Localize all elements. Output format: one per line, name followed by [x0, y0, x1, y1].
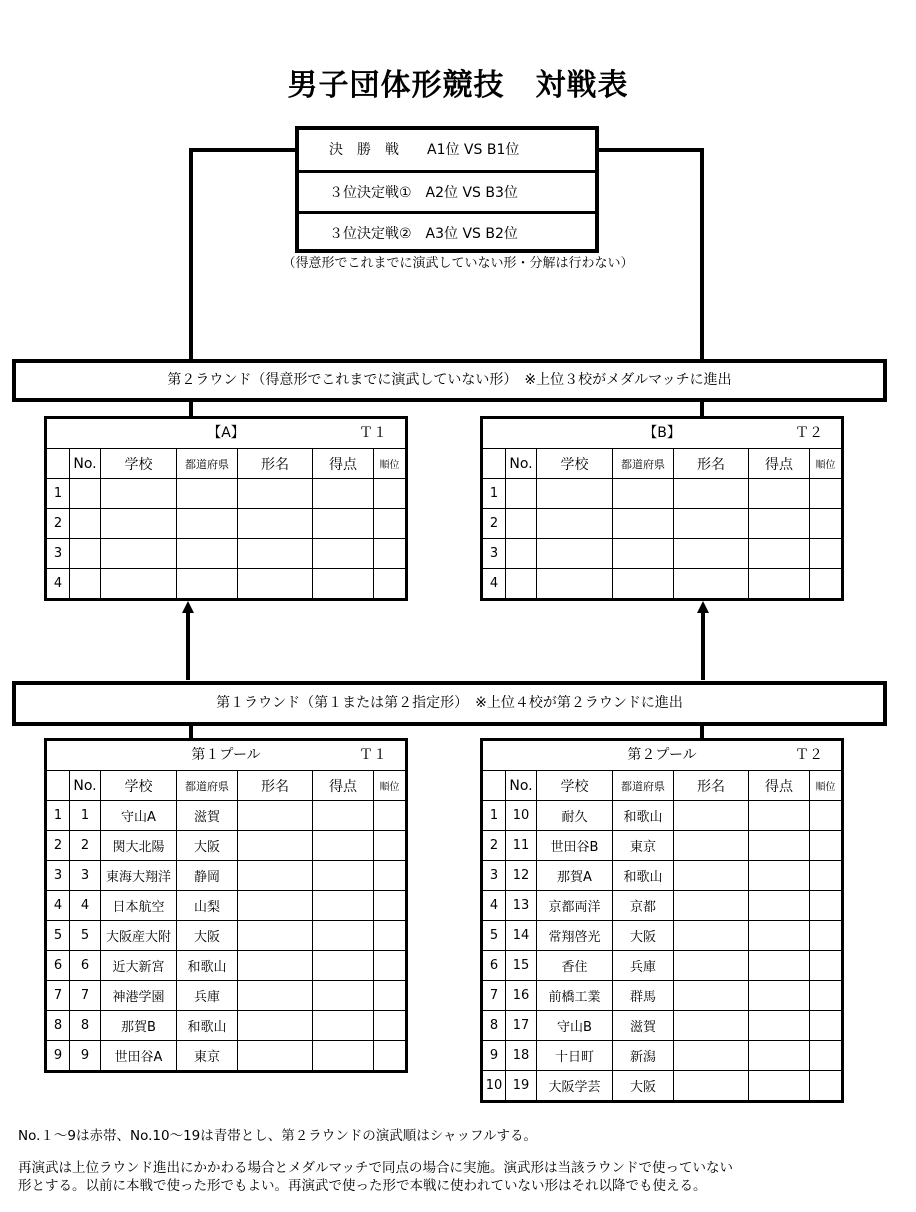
- row-index: 1: [46, 801, 70, 831]
- cell-school: [101, 509, 177, 539]
- cell-no: [506, 479, 537, 509]
- cell-school: 常翔啓光: [537, 921, 613, 951]
- pool-header: [482, 740, 843, 771]
- table-row: [482, 891, 843, 921]
- table-row: [482, 539, 843, 569]
- table-row: [46, 981, 407, 1011]
- cell-rank: [810, 831, 843, 861]
- cell-score: [313, 981, 374, 1011]
- cell-no: 14: [506, 921, 537, 951]
- cell-rank: [810, 479, 843, 509]
- header-rank: 順位: [810, 771, 843, 801]
- cell-no: 16: [506, 981, 537, 1011]
- connector-r2-left: [189, 402, 193, 416]
- cell-school: [537, 509, 613, 539]
- cell-pref: [613, 479, 674, 509]
- cell-school: 東海大翔洋: [101, 861, 177, 891]
- cell-score: [749, 539, 810, 569]
- cell-no: [70, 539, 101, 569]
- cell-pref: [177, 509, 238, 539]
- cell-kata: [238, 951, 313, 981]
- table-row: [46, 479, 407, 509]
- cell-score: [313, 921, 374, 951]
- cell-school: 前橋工業: [537, 981, 613, 1011]
- cell-score: [313, 831, 374, 861]
- table-row: [46, 921, 407, 951]
- row-index: 7: [482, 981, 506, 1011]
- cell-rank: [810, 509, 843, 539]
- cell-no: 19: [506, 1071, 537, 1102]
- cell-kata: [238, 831, 313, 861]
- cell-school: 大阪産大附: [101, 921, 177, 951]
- cell-kata: [674, 981, 749, 1011]
- cell-school: 世田谷A: [101, 1041, 177, 1072]
- cell-school: [537, 539, 613, 569]
- cell-no: 12: [506, 861, 537, 891]
- third-place-match-2: ３位決定戦② A3位 VS B2位: [299, 211, 595, 251]
- cell-no: 6: [70, 951, 101, 981]
- cell-pref: 静岡: [177, 861, 238, 891]
- cell-pref: 大阪: [177, 921, 238, 951]
- cell-score: [313, 861, 374, 891]
- header-no: No.: [506, 771, 537, 801]
- cell-no: 15: [506, 951, 537, 981]
- final-match: 決 勝 戦 A1位 VS B1位: [329, 142, 520, 158]
- header-pref: 都道府県: [177, 449, 238, 479]
- cell-kata: [674, 1071, 749, 1102]
- arrow-up-icon: [697, 601, 709, 613]
- cell-kata: [238, 891, 313, 921]
- cell-no: 7: [70, 981, 101, 1011]
- row-index: 3: [46, 861, 70, 891]
- cell-score: [749, 861, 810, 891]
- row-index: 1: [482, 801, 506, 831]
- header-no: No.: [506, 449, 537, 479]
- cell-kata: [238, 1011, 313, 1041]
- cell-pref: 東京: [177, 1041, 238, 1072]
- pool-name: 第１プール: [191, 747, 261, 763]
- cell-kata: [238, 509, 313, 539]
- cell-school: 世田谷B: [537, 831, 613, 861]
- note-rematch-1: 再演武は上位ラウンド進出にかかわる場合とメダルマッチで同点の場合に実施。演武形は当該ラウンドで使っていない: [18, 1160, 733, 1176]
- table-row: [482, 801, 843, 831]
- cell-pref: 群馬: [613, 981, 674, 1011]
- cell-no: 1: [70, 801, 101, 831]
- cell-pref: 山梨: [177, 891, 238, 921]
- row-index: 6: [482, 951, 506, 981]
- cell-kata: [238, 1041, 313, 1072]
- cell-kata: [238, 801, 313, 831]
- cell-score: [749, 801, 810, 831]
- cell-score: [749, 831, 810, 861]
- table-header-row: [482, 449, 843, 479]
- page-title: 男子団体形競技 対戦表: [287, 68, 629, 103]
- cell-rank: [810, 981, 843, 1011]
- cell-school: 十日町: [537, 1041, 613, 1071]
- cell-score: [313, 891, 374, 921]
- cell-school: 香住: [537, 951, 613, 981]
- cell-pref: [613, 569, 674, 600]
- cell-kata: [674, 891, 749, 921]
- pool-code: Ｔ１: [359, 425, 388, 441]
- cell-no: [506, 569, 537, 600]
- cell-pref: 兵庫: [613, 951, 674, 981]
- header-blank: [482, 771, 506, 801]
- cell-no: 8: [70, 1011, 101, 1041]
- cell-rank: [374, 921, 407, 951]
- header-pref: 都道府県: [177, 771, 238, 801]
- table-header-row: [46, 771, 407, 801]
- row-index: 1: [46, 479, 70, 509]
- cell-no: 17: [506, 1011, 537, 1041]
- cell-no: [70, 569, 101, 600]
- header-pref: 都道府県: [613, 449, 674, 479]
- connector-r2-right: [700, 402, 704, 416]
- pool-name: 【A】: [207, 425, 245, 441]
- header-kata: 形名: [674, 449, 749, 479]
- cell-pref: 和歌山: [177, 1011, 238, 1041]
- cell-score: [749, 1041, 810, 1071]
- cell-kata: [674, 951, 749, 981]
- row-index: 3: [482, 539, 506, 569]
- cell-school: 耐久: [537, 801, 613, 831]
- cell-no: 11: [506, 831, 537, 861]
- cell-rank: [374, 891, 407, 921]
- cell-no: [506, 539, 537, 569]
- cell-rank: [374, 951, 407, 981]
- cell-no: 13: [506, 891, 537, 921]
- row-index: 6: [46, 951, 70, 981]
- cell-pref: 兵庫: [177, 981, 238, 1011]
- table-row: [482, 479, 843, 509]
- header-rank: 順位: [374, 771, 407, 801]
- table-row: [482, 861, 843, 891]
- pool-code: Ｔ１: [359, 747, 388, 763]
- cell-pref: [613, 539, 674, 569]
- cell-no: [70, 479, 101, 509]
- table-row: [46, 569, 407, 600]
- cell-kata: [674, 801, 749, 831]
- cell-no: [70, 509, 101, 539]
- cell-rank: [374, 479, 407, 509]
- cell-kata: [674, 861, 749, 891]
- cell-school: [537, 569, 613, 600]
- header-school: 学校: [101, 449, 177, 479]
- cell-pref: 滋賀: [177, 801, 238, 831]
- cell-score: [749, 1011, 810, 1041]
- row-index: 4: [482, 569, 506, 600]
- cell-pref: 大阪: [613, 1071, 674, 1102]
- cell-rank: [374, 831, 407, 861]
- row-index: 4: [46, 891, 70, 921]
- cell-pref: [177, 479, 238, 509]
- row-index: 4: [482, 891, 506, 921]
- cell-rank: [810, 801, 843, 831]
- cell-rank: [374, 569, 407, 600]
- pool-name: 第２プール: [627, 747, 697, 763]
- arrow-left-shaft: [186, 612, 190, 680]
- table-row: [46, 509, 407, 539]
- cell-school: [101, 539, 177, 569]
- header-school: 学校: [537, 449, 613, 479]
- third-place-match-1: ３位決定戦① A2位 VS B3位: [299, 170, 595, 210]
- header-no: No.: [70, 771, 101, 801]
- finals-note: （得意形でこれまでに演武していない形・分解は行わない）: [282, 256, 634, 271]
- cell-kata: [674, 921, 749, 951]
- row-index: 7: [46, 981, 70, 1011]
- cell-score: [749, 1071, 810, 1102]
- cell-score: [313, 951, 374, 981]
- cell-score: [749, 569, 810, 600]
- cell-school: 那賀B: [101, 1011, 177, 1041]
- table-row: [46, 539, 407, 569]
- cell-score: [749, 981, 810, 1011]
- header-pref: 都道府県: [613, 771, 674, 801]
- cell-kata: [238, 981, 313, 1011]
- table-row: [482, 509, 843, 539]
- table-row: [482, 1071, 843, 1102]
- cell-no: 9: [70, 1041, 101, 1072]
- header-blank: [46, 771, 70, 801]
- row-index: 9: [482, 1041, 506, 1071]
- header-score: 得点: [749, 449, 810, 479]
- table-row: [46, 1011, 407, 1041]
- cell-kata: [238, 479, 313, 509]
- row-index: 2: [46, 831, 70, 861]
- row-index: 2: [482, 831, 506, 861]
- cell-pref: 和歌山: [613, 801, 674, 831]
- connector-r1-left: [189, 726, 193, 738]
- table-header-row: [482, 771, 843, 801]
- header-kata: 形名: [238, 449, 313, 479]
- cell-score: [313, 539, 374, 569]
- cell-pref: 大阪: [177, 831, 238, 861]
- round2-pool-b-table: [480, 416, 844, 601]
- header-score: 得点: [313, 771, 374, 801]
- connector-right-top-h: [597, 148, 704, 152]
- cell-pref: 和歌山: [613, 861, 674, 891]
- cell-school: 那賀A: [537, 861, 613, 891]
- header-school: 学校: [101, 771, 177, 801]
- cell-school: 日本航空: [101, 891, 177, 921]
- cell-rank: [810, 569, 843, 600]
- table-row: [482, 951, 843, 981]
- cell-rank: [374, 539, 407, 569]
- table-row: [46, 1041, 407, 1072]
- table-row: [482, 1041, 843, 1071]
- cell-score: [749, 951, 810, 981]
- header-blank: [46, 449, 70, 479]
- round1-header: [12, 681, 887, 726]
- cell-kata: [674, 831, 749, 861]
- header-school: 学校: [537, 771, 613, 801]
- cell-rank: [810, 1041, 843, 1071]
- cell-pref: 和歌山: [177, 951, 238, 981]
- cell-no: 3: [70, 861, 101, 891]
- connector-left-top-h: [189, 148, 297, 152]
- table-row: [46, 831, 407, 861]
- row-index: 4: [46, 569, 70, 600]
- cell-score: [313, 801, 374, 831]
- cell-rank: [374, 1011, 407, 1041]
- round1-pool-2-table: [480, 738, 844, 1103]
- pool-header: [46, 740, 407, 771]
- arrow-up-icon: [182, 601, 194, 613]
- cell-no: [506, 509, 537, 539]
- row-index: 5: [46, 921, 70, 951]
- cell-kata: [238, 539, 313, 569]
- cell-no: 5: [70, 921, 101, 951]
- table-row: [482, 981, 843, 1011]
- cell-score: [313, 509, 374, 539]
- cell-kata: [674, 539, 749, 569]
- cell-school: 関大北陽: [101, 831, 177, 861]
- cell-pref: 滋賀: [613, 1011, 674, 1041]
- table-row: [46, 891, 407, 921]
- pool-header: [482, 418, 843, 449]
- row-index: 9: [46, 1041, 70, 1072]
- header-score: 得点: [313, 449, 374, 479]
- cell-rank: [810, 1071, 843, 1102]
- cell-kata: [674, 569, 749, 600]
- cell-score: [749, 479, 810, 509]
- cell-pref: 新潟: [613, 1041, 674, 1071]
- round1-pool-1-table: [44, 738, 408, 1073]
- cell-rank: [374, 1041, 407, 1072]
- row-index: 5: [482, 921, 506, 951]
- cell-rank: [810, 951, 843, 981]
- cell-rank: [810, 539, 843, 569]
- table-row: [482, 569, 843, 600]
- cell-school: 守山B: [537, 1011, 613, 1041]
- pool-name: 【B】: [643, 425, 681, 441]
- round2-pool-a-table: [44, 416, 408, 601]
- cell-rank: [374, 509, 407, 539]
- table-row: [46, 801, 407, 831]
- cell-school: 近大新宮: [101, 951, 177, 981]
- note-rematch-2: 形とする。以前に本戦で使った形でもよい。再演武で使った形で本戦に使われていない形はそれ以降でも使える。: [18, 1178, 707, 1194]
- round2-label: 第２ラウンド（得意形でこれまでに演武していない形） ※上位３校がメダルマッチに進出: [167, 372, 732, 388]
- cell-kata: [238, 921, 313, 951]
- table-row: [482, 831, 843, 861]
- cell-no: 4: [70, 891, 101, 921]
- cell-school: 京都両洋: [537, 891, 613, 921]
- cell-kata: [238, 569, 313, 600]
- cell-pref: [177, 569, 238, 600]
- cell-score: [749, 891, 810, 921]
- finals-box: [295, 126, 599, 253]
- row-index: 8: [482, 1011, 506, 1041]
- cell-score: [313, 1011, 374, 1041]
- header-kata: 形名: [674, 771, 749, 801]
- cell-school: [537, 479, 613, 509]
- cell-score: [313, 569, 374, 600]
- cell-no: 18: [506, 1041, 537, 1071]
- cell-rank: [374, 801, 407, 831]
- cell-score: [749, 921, 810, 951]
- cell-no: 10: [506, 801, 537, 831]
- cell-school: 守山A: [101, 801, 177, 831]
- header-kata: 形名: [238, 771, 313, 801]
- pool-header: [46, 418, 407, 449]
- header-rank: 順位: [374, 449, 407, 479]
- cell-kata: [674, 1011, 749, 1041]
- cell-rank: [810, 1011, 843, 1041]
- connector-r1-right: [700, 726, 704, 738]
- header-no: No.: [70, 449, 101, 479]
- row-index: 8: [46, 1011, 70, 1041]
- cell-rank: [810, 891, 843, 921]
- header-rank: 順位: [810, 449, 843, 479]
- table-row: [46, 861, 407, 891]
- cell-school: 大阪学芸: [537, 1071, 613, 1102]
- round2-header: [12, 359, 887, 402]
- cell-kata: [674, 509, 749, 539]
- row-index: 3: [482, 861, 506, 891]
- row-index: 10: [482, 1071, 506, 1102]
- cell-school: 神港学園: [101, 981, 177, 1011]
- cell-pref: 大阪: [613, 921, 674, 951]
- row-index: 3: [46, 539, 70, 569]
- pool-code: Ｔ２: [795, 425, 824, 441]
- cell-school: [101, 569, 177, 600]
- cell-pref: 東京: [613, 831, 674, 861]
- table-row: [46, 951, 407, 981]
- cell-kata: [674, 1041, 749, 1071]
- round1-label: 第１ラウンド（第１または第２指定形） ※上位４校が第２ラウンドに進出: [216, 695, 683, 711]
- cell-school: [101, 479, 177, 509]
- row-index: 2: [482, 509, 506, 539]
- pool-code: Ｔ２: [795, 747, 824, 763]
- cell-rank: [810, 921, 843, 951]
- cell-score: [313, 479, 374, 509]
- cell-kata: [238, 861, 313, 891]
- note-belt-colors: No.１～9は赤帯、No.10～19は青帯とし、第２ラウンドの演武順はシャッフルする。: [18, 1128, 537, 1144]
- row-index: 2: [46, 509, 70, 539]
- cell-pref: 京都: [613, 891, 674, 921]
- cell-score: [749, 509, 810, 539]
- header-blank: [482, 449, 506, 479]
- cell-pref: [177, 539, 238, 569]
- table-header-row: [46, 449, 407, 479]
- row-index: 1: [482, 479, 506, 509]
- header-score: 得点: [749, 771, 810, 801]
- cell-rank: [810, 861, 843, 891]
- cell-rank: [374, 981, 407, 1011]
- table-row: [482, 1011, 843, 1041]
- cell-no: 2: [70, 831, 101, 861]
- cell-kata: [674, 479, 749, 509]
- table-row: [482, 921, 843, 951]
- cell-score: [313, 1041, 374, 1072]
- cell-rank: [374, 861, 407, 891]
- cell-pref: [613, 509, 674, 539]
- arrow-right-shaft: [701, 612, 705, 680]
